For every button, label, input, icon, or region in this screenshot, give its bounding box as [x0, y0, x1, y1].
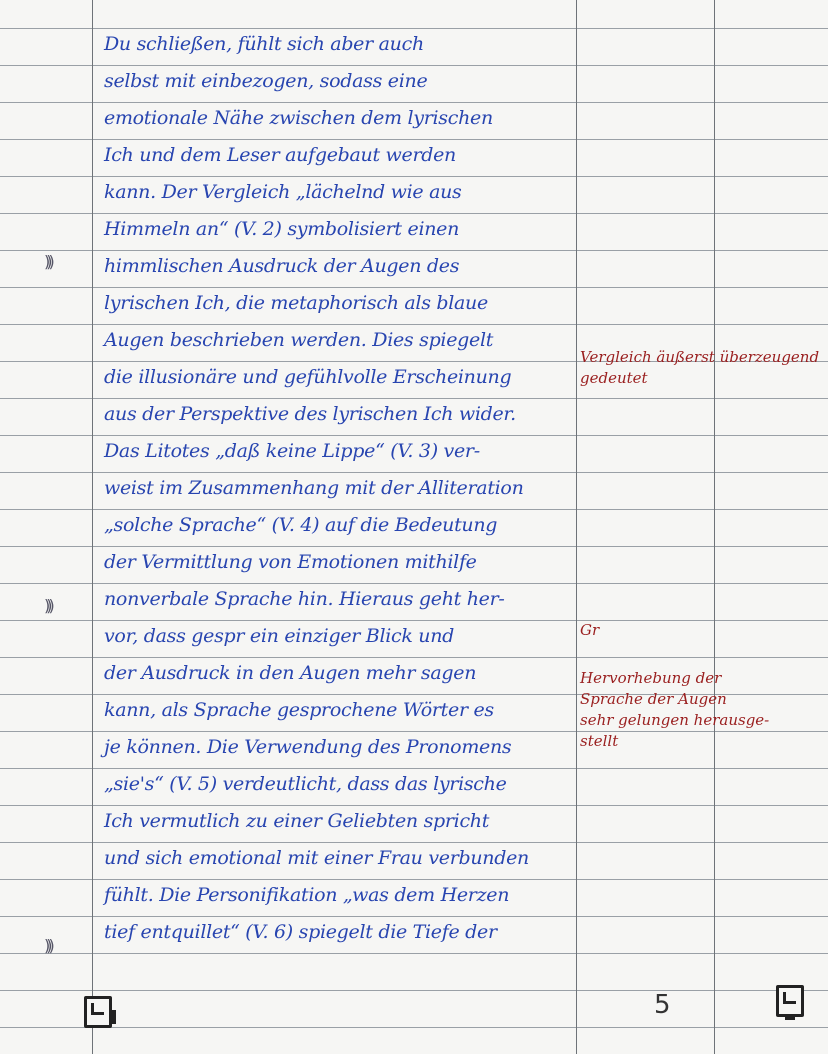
comment-line: sehr gelungen herausge- — [580, 711, 770, 729]
text-line: und sich emotional mit einer Frau verbunden — [104, 847, 529, 869]
comment-line: gedeutet — [580, 369, 648, 387]
text-line: Ich und dem Leser aufgebaut werden — [104, 144, 456, 166]
handwritten-essay-text — [104, 26, 574, 951]
margin-comment-grammar — [580, 620, 599, 641]
text-line: „solche Sprache“ (V. 4) auf die Bedeutung — [104, 514, 498, 536]
text-line: lyrischen Ich, die metaphorisch als blaue — [104, 292, 488, 314]
text-line: nonverbale Sprache hin. Hieraus geht her- — [104, 588, 505, 610]
text-line: aus der Perspektive des lyrischen Ich wider. — [104, 403, 516, 425]
text-line: kann. Der Vergleich „lächelnd wie aus — [104, 181, 462, 203]
scan-marker-bar — [112, 1010, 116, 1024]
margin-comment-comparison — [580, 347, 819, 389]
comment-line: Sprache der Augen — [580, 690, 727, 708]
text-line: die illusionäre und gefühlvolle Erscheinung — [104, 366, 512, 388]
punch-mark: ))) — [44, 596, 51, 615]
comment-line: stellt — [580, 732, 619, 750]
text-line: der Ausdruck in den Augen mehr sagen — [104, 662, 477, 684]
scan-marker-icon — [776, 985, 804, 1017]
left-margin-line — [92, 0, 93, 1054]
text-line: Ich vermutlich zu einer Geliebten spricht — [104, 810, 490, 832]
comment-line: Vergleich äußerst überzeugend — [580, 348, 820, 366]
text-line: Himmeln an“ (V. 2) symbolisiert einen — [104, 218, 460, 240]
text-line: Augen beschrieben werden. Dies spiegelt — [104, 329, 494, 351]
margin-comment-praise — [580, 668, 769, 752]
scan-marker-icon — [84, 996, 112, 1028]
text-line: der Vermittlung von Emotionen mithilfe — [104, 551, 477, 573]
page-number: 5 — [654, 990, 671, 1020]
punch-mark: ))) — [44, 252, 51, 271]
text-line: weist im Zusammenhang mit der Alliteration — [104, 477, 524, 499]
text-line: tief entquillet“ (V. 6) spiegelt die Tiefe der — [104, 921, 497, 943]
text-line: himmlischen Ausdruck der Augen des — [104, 255, 460, 277]
text-line: kann, als Sprache gesprochene Wörter es — [104, 699, 494, 721]
scan-marker-bar — [785, 1016, 795, 1020]
comment-line: Hervorhebung der — [580, 669, 722, 687]
comment-line: Gr — [580, 621, 600, 639]
text-line: vor, dass gespr ein einziger Blick und — [104, 625, 455, 647]
text-line: fühlt. Die Personifikation „was dem Herzen — [104, 884, 510, 906]
text-line: Das Litotes „daß keine Lippe“ (V. 3) ver- — [104, 440, 480, 462]
text-line: je können. Die Verwendung des Pronomens — [104, 736, 512, 758]
right-column-line — [714, 0, 715, 1054]
text-line: selbst mit einbezogen, sodass eine — [104, 70, 428, 92]
text-line: emotionale Nähe zwischen dem lyrischen — [104, 107, 493, 129]
text-line: Du schließen, fühlt sich aber auch — [104, 33, 424, 55]
text-line: „sie's“ (V. 5) verdeutlicht, dass das lyrische — [104, 773, 507, 795]
correction-column-line — [576, 0, 577, 1054]
punch-mark: ))) — [44, 936, 51, 955]
